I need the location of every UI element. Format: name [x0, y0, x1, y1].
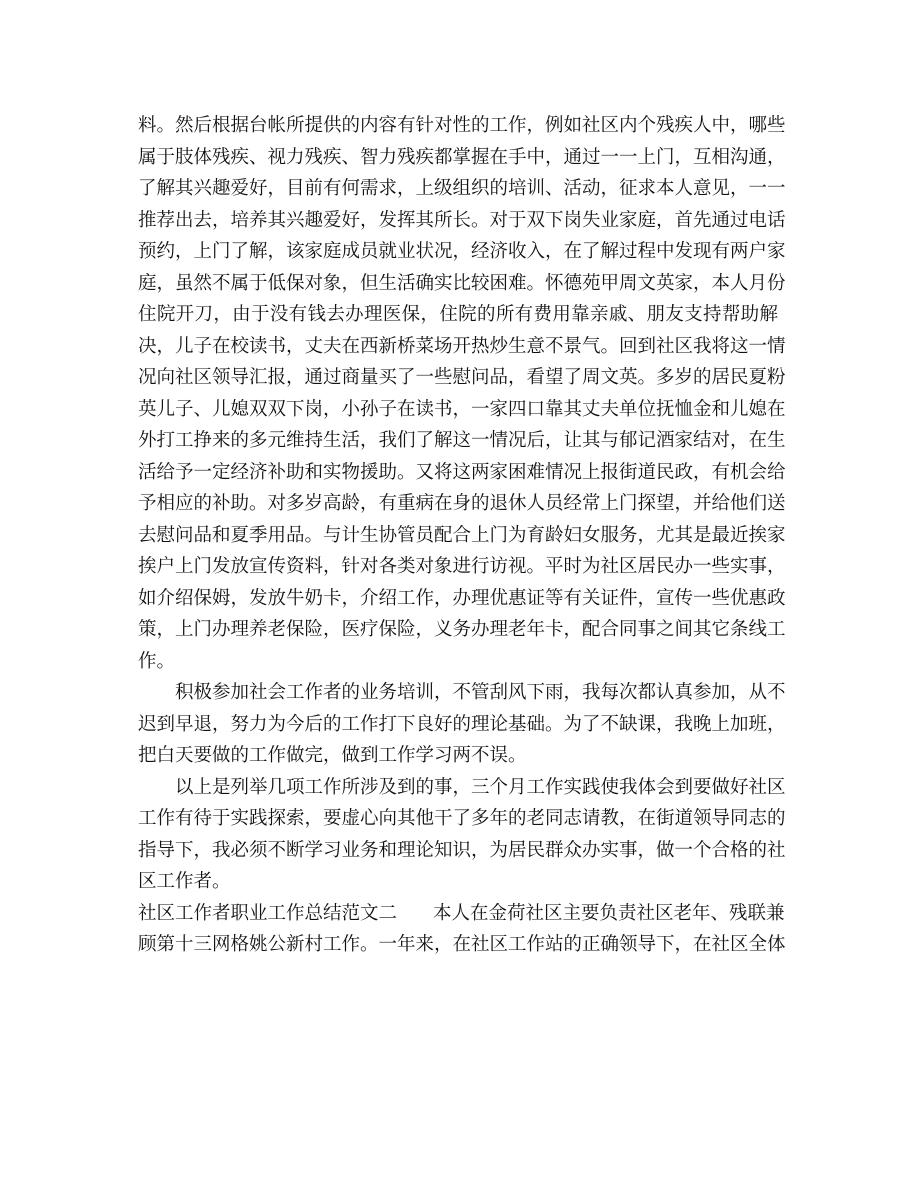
text-line: 料。然后根据台帐所提供的内容有针对性的工作，例如社区内个残疾人中，哪些: [138, 115, 786, 136]
text-line: 决，儿子在校读书，丈夫在西新桥菜场开热炒生意不景气。回到社区我将这一情: [138, 335, 786, 357]
paragraph-summary: [138, 772, 786, 898]
text-line: 予相应的补助。对多岁高龄，有重病在身的退休人员经常上门探望，并给他们送: [138, 493, 786, 514]
text-line: 了解其兴趣爱好，目前有何需求，上级组织的培训、活动，征求本人意见，一一: [138, 178, 786, 199]
text-line: 作。: [138, 650, 176, 672]
text-line: 如介绍保姆，发放牛奶卡，介绍工作，办理优惠证等有关证件，宣传一些优惠政: [138, 587, 786, 609]
text-line: 活给予一定经济补助和实物援助。又将这两家困难情况上报街道民政，有机会给: [138, 461, 786, 483]
text-line: 指导下，我必须不断学习业务和理论知识，为居民群众办实事，做一个合格的社: [138, 839, 786, 861]
document-body: [138, 110, 786, 961]
section-two: [138, 898, 786, 961]
text-line: 积极参加社会工作者的业务培训，不管刮风下雨，我每次都认真参加，从不: [175, 682, 786, 703]
text-line: 推荐出去，培养其兴趣爱好，发挥其所长。对于双下岗失业家庭，首先通过电话: [138, 209, 786, 231]
text-line: 去慰问品和夏季用品。与计生协管员配合上门为育龄妇女服务，尤其是最近挨家: [138, 524, 786, 546]
section-title: 社区工作者职业工作总结范文二: [138, 902, 398, 924]
section-two-first-line: [138, 898, 785, 930]
text-line: 策，上门办理养老保险，医疗保险，义务办理老年卡，配合同事之间其它条线工: [138, 619, 786, 640]
text-line: 预约，上门了解，该家庭成员就业状况，经济收入，在了解过程中发现有两户家: [138, 241, 786, 262]
text-line: 外打工挣来的多元维持生活，我们了解这一情况后，让其与郁记酒家结对，在生: [138, 430, 786, 451]
text-line: 区工作者。: [138, 871, 231, 892]
text-line: 顾第十三网格姚公新村工作。一年来，在社区工作站的正确领导下，在社区全体: [138, 934, 786, 955]
text-line: 工作有待于实践探索，要虚心向其他干了多年的老同志请教，在街道领导同志的: [138, 808, 786, 829]
text-line: 况向社区领导汇报，通过商量买了一些慰问品，看望了周文英。多岁的居民夏粉: [138, 367, 786, 388]
paragraph-training: [138, 677, 786, 772]
section-two-opening-text: 本人在金荷社区主要负责社区老年、残联兼: [433, 902, 785, 924]
text-line: 属于肢体残疾、视力残疾、智力残疾都掌握在手中，通过一一上门，互相沟通，: [138, 146, 786, 168]
text-line: 迟到早退，努力为今后的工作打下良好的理论基础。为了不缺课，我晚上加班，: [138, 713, 786, 735]
paragraph-community-care: [138, 110, 786, 677]
text-line: 住院开刀，由于没有钱去办理医保，住院的所有费用靠亲戚、朋友支持帮助解: [138, 304, 778, 325]
text-line: 英儿子、儿媳双双下岗，小孙子在读书，一家四口靠其丈夫单位抚恤金和儿媳在: [138, 398, 786, 420]
text-line: 把白天要做的工作做完，做到工作学习两不误。: [138, 745, 527, 766]
text-line: 庭，虽然不属于低保对象，但生活确实比较困难。怀德苑甲周文英家，本人月份: [138, 272, 786, 294]
text-line: 挨户上门发放宣传资料，针对各类对象进行访视。平时为社区居民办一些实事，: [138, 556, 786, 577]
text-line: 以上是列举几项工作所涉及到的事，三个月工作实践使我体会到要做好社区: [175, 776, 786, 798]
